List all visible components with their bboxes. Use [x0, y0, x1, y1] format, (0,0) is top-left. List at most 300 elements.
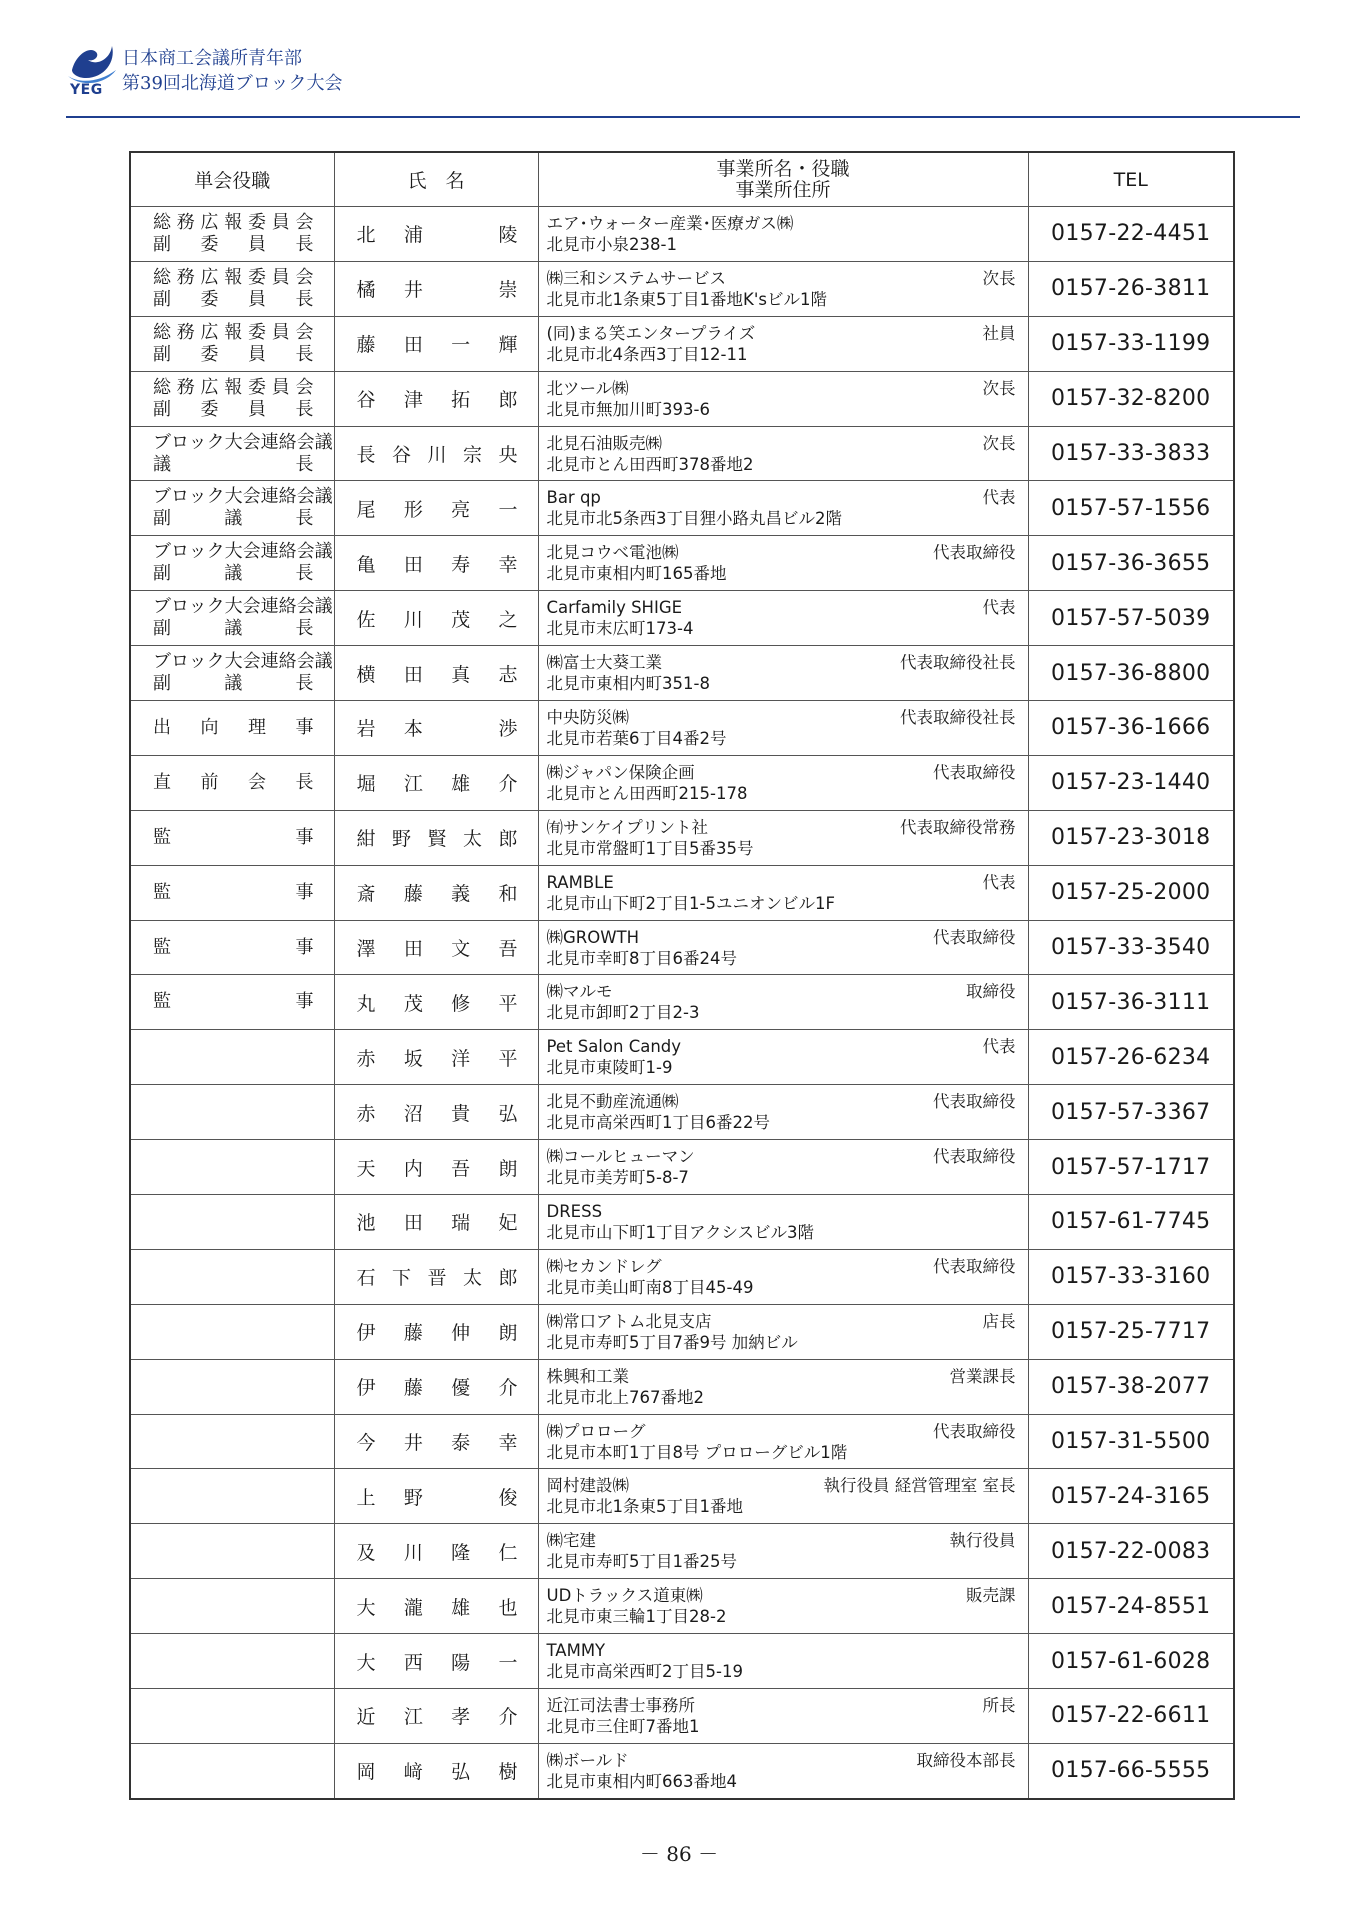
table-row [130, 426, 1234, 481]
table-row [130, 975, 1234, 1030]
page-number: － 86 － [639, 1842, 719, 1866]
phone-number: 0157-61-6028 [1051, 1648, 1211, 1674]
tel-cell [1028, 426, 1234, 481]
column-header-tel: TEL [1028, 152, 1234, 207]
table-row [130, 865, 1234, 920]
member-name: 赤沼貴弘 [356, 1102, 518, 1125]
table-row [130, 371, 1234, 426]
name-cell [334, 1249, 538, 1304]
company-name: ㈱GROWTH [546, 927, 640, 947]
tel-cell [1028, 1414, 1234, 1469]
business-cell [538, 1579, 1028, 1634]
position-title: 代表 [982, 598, 1016, 618]
phone-number: 0157-25-2000 [1051, 880, 1211, 906]
org-name: 日本商工会議所青年部 [122, 48, 302, 69]
position-title: 次長 [982, 433, 1016, 453]
business-cell [538, 1634, 1028, 1689]
business-cell [538, 1304, 1028, 1359]
header-divider [66, 116, 1300, 118]
tel-cell [1028, 1195, 1234, 1250]
business-address: 北見市美芳町5-8-7 [546, 1168, 689, 1188]
name-cell [334, 810, 538, 865]
role-line2: 副委員長 [153, 398, 314, 420]
position-title: 代表取締役 [933, 1092, 1016, 1112]
tel-cell [1028, 865, 1234, 920]
name-cell [334, 1359, 538, 1414]
table-row [130, 1195, 1234, 1250]
position-title: 代表取締役 [933, 1147, 1016, 1167]
business-cell [538, 536, 1028, 591]
position-title: 代表取締役社長 [900, 653, 1016, 673]
role-line2: 副委員長 [153, 343, 314, 365]
business-cell [538, 755, 1028, 810]
business-address: 北見市北1条東5丁目1番地 [546, 1497, 743, 1517]
role-cell [130, 371, 334, 426]
phone-number: 0157-24-3165 [1051, 1483, 1211, 1509]
member-name: 大瀧雄也 [356, 1596, 518, 1619]
tel-cell [1028, 975, 1234, 1030]
name-cell [334, 261, 538, 316]
role-cell [130, 1304, 334, 1359]
role-line2: 副議長 [153, 563, 314, 585]
logo-text: YEG [70, 82, 103, 98]
member-name: 亀田寿幸 [356, 553, 518, 576]
company-name: 北見コウベ電池㈱ [546, 543, 679, 563]
business-address: 北見市小泉238-1 [546, 234, 677, 254]
header-titles [122, 46, 343, 96]
column-header-business-line2: 事業所住所 [735, 178, 831, 201]
business-cell [538, 1469, 1028, 1524]
business-cell [538, 481, 1028, 536]
role-line1: 総務広報委員会 [153, 266, 314, 288]
role-cell [130, 1140, 334, 1195]
phone-number: 0157-31-5500 [1051, 1429, 1211, 1455]
business-address: 北見市東陵町1-9 [546, 1058, 673, 1078]
position-title: 代表取締役 [933, 543, 1016, 563]
business-cell [538, 1359, 1028, 1414]
name-cell [334, 316, 538, 371]
table-row [130, 1414, 1234, 1469]
tel-cell [1028, 1524, 1234, 1579]
table-row [130, 261, 1234, 316]
member-name: 大西陽一 [356, 1651, 518, 1674]
business-cell [538, 1689, 1028, 1744]
company-name: ㈱プロローグ [546, 1421, 646, 1441]
yeg-logo [66, 40, 118, 98]
business-address: 北見市本町1丁目8号 プロローグビル1階 [546, 1442, 848, 1462]
column-header-name: 氏 名 [334, 152, 538, 207]
role-label: 監事 [153, 936, 314, 958]
business-address: 北見市三住町7番地1 [546, 1716, 700, 1736]
business-cell [538, 1030, 1028, 1085]
company-name: 北見不動産流通㈱ [546, 1092, 679, 1112]
member-name: 橘 井 崇 [356, 279, 518, 302]
company-name: 近江司法書士事務所 [546, 1695, 695, 1715]
table-row [130, 920, 1234, 975]
table-row [130, 316, 1234, 371]
table-row [130, 1085, 1234, 1140]
business-address: 北見市山下町2丁目1-5ユニオンビル1F [546, 893, 835, 913]
name-cell [334, 591, 538, 646]
phone-number: 0157-33-3833 [1051, 441, 1211, 466]
name-cell [334, 1524, 538, 1579]
role-line2: 副委員長 [153, 288, 314, 310]
table-row [130, 1524, 1234, 1579]
member-name: 斎藤義和 [356, 883, 518, 906]
name-cell [334, 371, 538, 426]
business-cell [538, 865, 1028, 920]
position-title: 代表取締役 [933, 762, 1016, 782]
tel-cell [1028, 1030, 1234, 1085]
role-label: 直前会長 [153, 771, 314, 793]
phone-number: 0157-23-3018 [1051, 825, 1211, 851]
position-title: 執行役員 経営管理室 室長 [823, 1476, 1016, 1496]
table-body [130, 207, 1234, 1799]
business-address: 北見市北上767番地2 [546, 1387, 704, 1407]
phone-number: 0157-33-3540 [1051, 935, 1211, 961]
phone-number: 0157-26-6234 [1051, 1044, 1211, 1070]
name-cell [334, 1689, 538, 1744]
member-name: 石下晋太郎 [356, 1267, 518, 1290]
phone-number: 0157-26-3811 [1051, 276, 1211, 302]
role-line1: ブロック大会連絡会議 [153, 651, 333, 673]
member-name: 北 浦 陵 [356, 224, 518, 247]
name-cell [334, 1469, 538, 1524]
table-row [130, 207, 1234, 262]
role-line1: ブロック大会連絡会議 [153, 431, 333, 453]
business-address: 北見市北5条西3丁目狸小路丸昌ビル2階 [546, 509, 842, 529]
phone-number: 0157-24-8551 [1051, 1593, 1211, 1619]
company-name: ㈱ボールド [546, 1750, 629, 1770]
business-address: 北見市卸町2丁目2-3 [546, 1003, 700, 1023]
company-name: DRESS [546, 1201, 603, 1221]
company-name: ㈱セカンドレグ [546, 1256, 662, 1276]
tel-cell [1028, 316, 1234, 371]
business-address: 北見市無加川町393-6 [546, 399, 710, 419]
table-row [130, 481, 1234, 536]
tel-cell [1028, 1249, 1234, 1304]
role-label: 監事 [153, 881, 314, 903]
company-name: 岡村建設㈱ [546, 1476, 629, 1496]
role-cell [130, 316, 334, 371]
member-name: 及川隆仁 [356, 1541, 518, 1564]
tel-cell [1028, 755, 1234, 810]
company-name: ㈱マルモ [546, 982, 613, 1002]
member-name: 藤田一輝 [356, 334, 518, 357]
business-address: 北見市とん田西町378番地2 [546, 454, 754, 474]
company-name: ㈱宅建 [546, 1531, 596, 1551]
member-name: 堀江雄介 [356, 773, 518, 796]
tel-cell [1028, 1085, 1234, 1140]
table-row [130, 1249, 1234, 1304]
business-cell [538, 426, 1028, 481]
position-title: 代表 [982, 488, 1016, 508]
phone-number: 0157-23-1440 [1051, 770, 1211, 796]
name-cell [334, 1140, 538, 1195]
name-cell [334, 701, 538, 756]
company-name: Bar qp [546, 488, 601, 508]
phone-number: 0157-22-4451 [1051, 221, 1211, 247]
role-cell [130, 1743, 334, 1798]
member-name: 岡﨑弘樹 [356, 1761, 518, 1784]
member-name: 長谷川宗央 [356, 444, 518, 466]
role-cell [130, 426, 334, 481]
business-address: 北見市北4条西3丁目12-11 [546, 344, 748, 364]
position-title: 代表取締役 [933, 927, 1016, 947]
role-cell [130, 1414, 334, 1469]
company-name: ㈱富士大葵工業 [546, 653, 662, 673]
phone-number: 0157-33-1199 [1051, 331, 1211, 357]
table-row [130, 1689, 1234, 1744]
phone-number: 0157-57-3367 [1051, 1099, 1211, 1125]
name-cell [334, 1743, 538, 1798]
tel-cell [1028, 1579, 1234, 1634]
name-cell [334, 865, 538, 920]
business-address: 北見市東三輪1丁目28-2 [546, 1607, 727, 1627]
role-label: 出向理事 [153, 716, 314, 738]
role-cell [130, 1249, 334, 1304]
table-row [130, 646, 1234, 701]
business-address: 北見市山下町1丁目アクシスビル3階 [546, 1222, 815, 1242]
role-line1: ブロック大会連絡会議 [153, 596, 333, 618]
role-cell [130, 1524, 334, 1579]
member-name: 澤田文吾 [356, 938, 518, 961]
phone-number: 0157-57-1556 [1051, 495, 1211, 521]
business-cell [538, 701, 1028, 756]
role-line1: ブロック大会連絡会議 [153, 486, 333, 508]
role-cell [130, 975, 334, 1030]
member-name: 天内吾朗 [356, 1157, 518, 1180]
tel-cell [1028, 701, 1234, 756]
phone-number: 0157-33-3160 [1051, 1264, 1211, 1290]
table-row [130, 1359, 1234, 1414]
tel-cell [1028, 1743, 1234, 1798]
business-cell [538, 591, 1028, 646]
position-title: 執行役員 [949, 1531, 1016, 1551]
business-cell [538, 1249, 1028, 1304]
table-row [130, 536, 1234, 591]
company-name: RAMBLE [546, 872, 614, 892]
role-line1: 総務広報委員会 [153, 321, 314, 343]
member-name: 丸茂修平 [356, 992, 518, 1015]
name-cell [334, 1414, 538, 1469]
company-name: 北見石油販売㈱ [546, 433, 662, 453]
business-address: 北見市北1条東5丁目1番地K'sビル1階 [546, 289, 827, 309]
position-title: 所長 [982, 1695, 1016, 1715]
business-cell [538, 810, 1028, 865]
business-address: 北見市高栄西町1丁目6番22号 [546, 1113, 770, 1133]
role-cell [130, 810, 334, 865]
company-name: エア･ウォーター産業･医療ガス㈱ [546, 213, 794, 233]
role-cell [130, 1030, 334, 1085]
position-title: 社員 [982, 323, 1016, 343]
page-header [66, 40, 1300, 118]
table-row [130, 701, 1234, 756]
role-line2: 副議長 [153, 508, 314, 530]
role-cell [130, 646, 334, 701]
role-line1: 総務広報委員会 [153, 376, 314, 398]
position-title: 代表取締役 [933, 1256, 1016, 1276]
member-name: 近江孝介 [356, 1706, 518, 1729]
company-name: 株興和工業 [546, 1366, 629, 1386]
tel-cell [1028, 1140, 1234, 1195]
business-cell [538, 371, 1028, 426]
event-name: 第39回北海道ブロック大会 [122, 73, 343, 94]
phone-number: 0157-36-3655 [1051, 550, 1211, 576]
phone-number: 0157-66-5555 [1051, 1758, 1211, 1784]
tel-cell [1028, 1304, 1234, 1359]
tel-cell [1028, 591, 1234, 646]
phone-number: 0157-36-8800 [1051, 660, 1211, 686]
business-address: 北見市美山町南8丁目45-49 [546, 1277, 754, 1297]
table-row [130, 1469, 1234, 1524]
business-cell [538, 646, 1028, 701]
role-cell [130, 755, 334, 810]
role-cell [130, 701, 334, 756]
member-name: 上 野 俊 [356, 1486, 518, 1509]
name-cell [334, 1579, 538, 1634]
business-address: 北見市寿町5丁目7番9号 加納ビル [546, 1332, 798, 1352]
phone-number: 0157-36-3111 [1051, 989, 1211, 1015]
member-name: 佐川茂之 [356, 608, 518, 631]
tel-cell [1028, 1469, 1234, 1524]
member-name: 尾形亮一 [356, 498, 518, 521]
company-name: Pet Salon Candy [546, 1037, 682, 1057]
business-cell [538, 975, 1028, 1030]
business-cell [538, 1085, 1028, 1140]
business-cell [538, 1140, 1028, 1195]
name-cell [334, 1634, 538, 1689]
column-header-business-line1: 事業所名・役職 [716, 157, 850, 180]
table-row [130, 755, 1234, 810]
company-name: 北ツール㈱ [546, 378, 629, 398]
table-row [130, 1140, 1234, 1195]
member-name: 赤坂洋平 [356, 1047, 518, 1070]
position-title: 取締役本部長 [916, 1750, 1016, 1770]
member-name: 谷津拓郎 [356, 389, 518, 412]
wave-logo-icon [66, 40, 118, 84]
role-line1: ブロック大会連絡会議 [153, 541, 333, 563]
position-title: 営業課長 [949, 1366, 1016, 1386]
table-row [130, 591, 1234, 646]
tel-cell [1028, 536, 1234, 591]
role-cell [130, 1469, 334, 1524]
company-name: ㈲サンケイプリント社 [546, 817, 709, 837]
company-name: ㈱常口アトム北見支店 [546, 1311, 712, 1331]
tel-cell [1028, 646, 1234, 701]
name-cell [334, 481, 538, 536]
tel-cell [1028, 1359, 1234, 1414]
member-table [129, 151, 1235, 1800]
tel-cell [1028, 261, 1234, 316]
table-header-row [130, 152, 1234, 207]
business-cell [538, 1743, 1028, 1798]
company-name: ㈱コールヒューマン [546, 1147, 695, 1167]
table-row [130, 810, 1234, 865]
role-line2: 議長 [153, 453, 314, 475]
table-row [130, 1304, 1234, 1359]
role-cell [130, 920, 334, 975]
member-name: 岩 本 渉 [356, 718, 518, 741]
table-row [130, 1030, 1234, 1085]
company-name: (同)まる笑エンタープライズ [546, 323, 756, 343]
position-title: 次長 [982, 268, 1016, 288]
business-cell [538, 1524, 1028, 1579]
company-name: Carfamily SHIGE [546, 598, 683, 618]
role-cell [130, 1359, 334, 1414]
position-title: 次長 [982, 378, 1016, 398]
role-cell [130, 261, 334, 316]
column-header-role: 単会役職 [130, 152, 334, 207]
phone-number: 0157-61-7745 [1051, 1209, 1211, 1235]
role-cell [130, 481, 334, 536]
role-cell [130, 1579, 334, 1634]
role-line1: 総務広報委員会 [153, 211, 314, 233]
name-cell [334, 1304, 538, 1359]
phone-number: 0157-57-1717 [1051, 1154, 1211, 1180]
business-cell [538, 1414, 1028, 1469]
position-title: 代表取締役 [933, 1421, 1016, 1441]
tel-cell [1028, 810, 1234, 865]
business-address: 北見市若葉6丁目4番2号 [546, 728, 727, 748]
role-line2: 副議長 [153, 618, 314, 640]
business-address: 北見市東相内町165番地 [546, 564, 727, 584]
business-address: 北見市常盤町1丁目5番35号 [546, 838, 754, 858]
table-row [130, 1743, 1234, 1798]
position-title: 代表 [982, 872, 1016, 892]
name-cell [334, 536, 538, 591]
member-name: 今井泰幸 [356, 1432, 518, 1455]
table-row [130, 1579, 1234, 1634]
name-cell [334, 207, 538, 262]
phone-number: 0157-22-0083 [1051, 1538, 1211, 1564]
phone-number: 0157-25-7717 [1051, 1319, 1211, 1345]
business-address: 北見市とん田西町215-178 [546, 783, 748, 803]
tel-cell [1028, 371, 1234, 426]
business-address: 北見市高栄西町2丁目5-19 [546, 1662, 743, 1682]
company-name: 中央防災㈱ [546, 707, 629, 727]
role-cell [130, 591, 334, 646]
member-name: 横田真志 [356, 663, 518, 686]
role-cell [130, 1195, 334, 1250]
phone-number: 0157-22-6611 [1051, 1703, 1211, 1729]
role-cell [130, 1634, 334, 1689]
member-name: 紺野賢太郎 [356, 828, 518, 851]
position-title: 代表取締役社長 [900, 707, 1016, 727]
business-cell [538, 920, 1028, 975]
phone-number: 0157-36-1666 [1051, 715, 1211, 741]
member-name: 伊藤優介 [356, 1377, 518, 1400]
business-address: 北見市東相内町663番地4 [546, 1771, 737, 1791]
name-cell [334, 755, 538, 810]
role-cell [130, 1085, 334, 1140]
business-cell [538, 207, 1028, 262]
company-name: TAMMY [546, 1641, 606, 1661]
name-cell [334, 1085, 538, 1140]
position-title: 取締役 [966, 982, 1016, 1002]
company-name: ㈱ジャパン保険企画 [546, 762, 695, 782]
table-row [130, 1634, 1234, 1689]
business-address: 北見市寿町5丁目1番25号 [546, 1552, 737, 1572]
tel-cell [1028, 1689, 1234, 1744]
role-label: 監事 [153, 826, 314, 848]
tel-cell [1028, 481, 1234, 536]
position-title: 代表取締役常務 [900, 817, 1016, 837]
company-name: ㈱三和システムサービス [546, 268, 727, 288]
role-cell [130, 536, 334, 591]
phone-number: 0157-38-2077 [1051, 1374, 1211, 1400]
position-title: 店長 [982, 1311, 1016, 1331]
